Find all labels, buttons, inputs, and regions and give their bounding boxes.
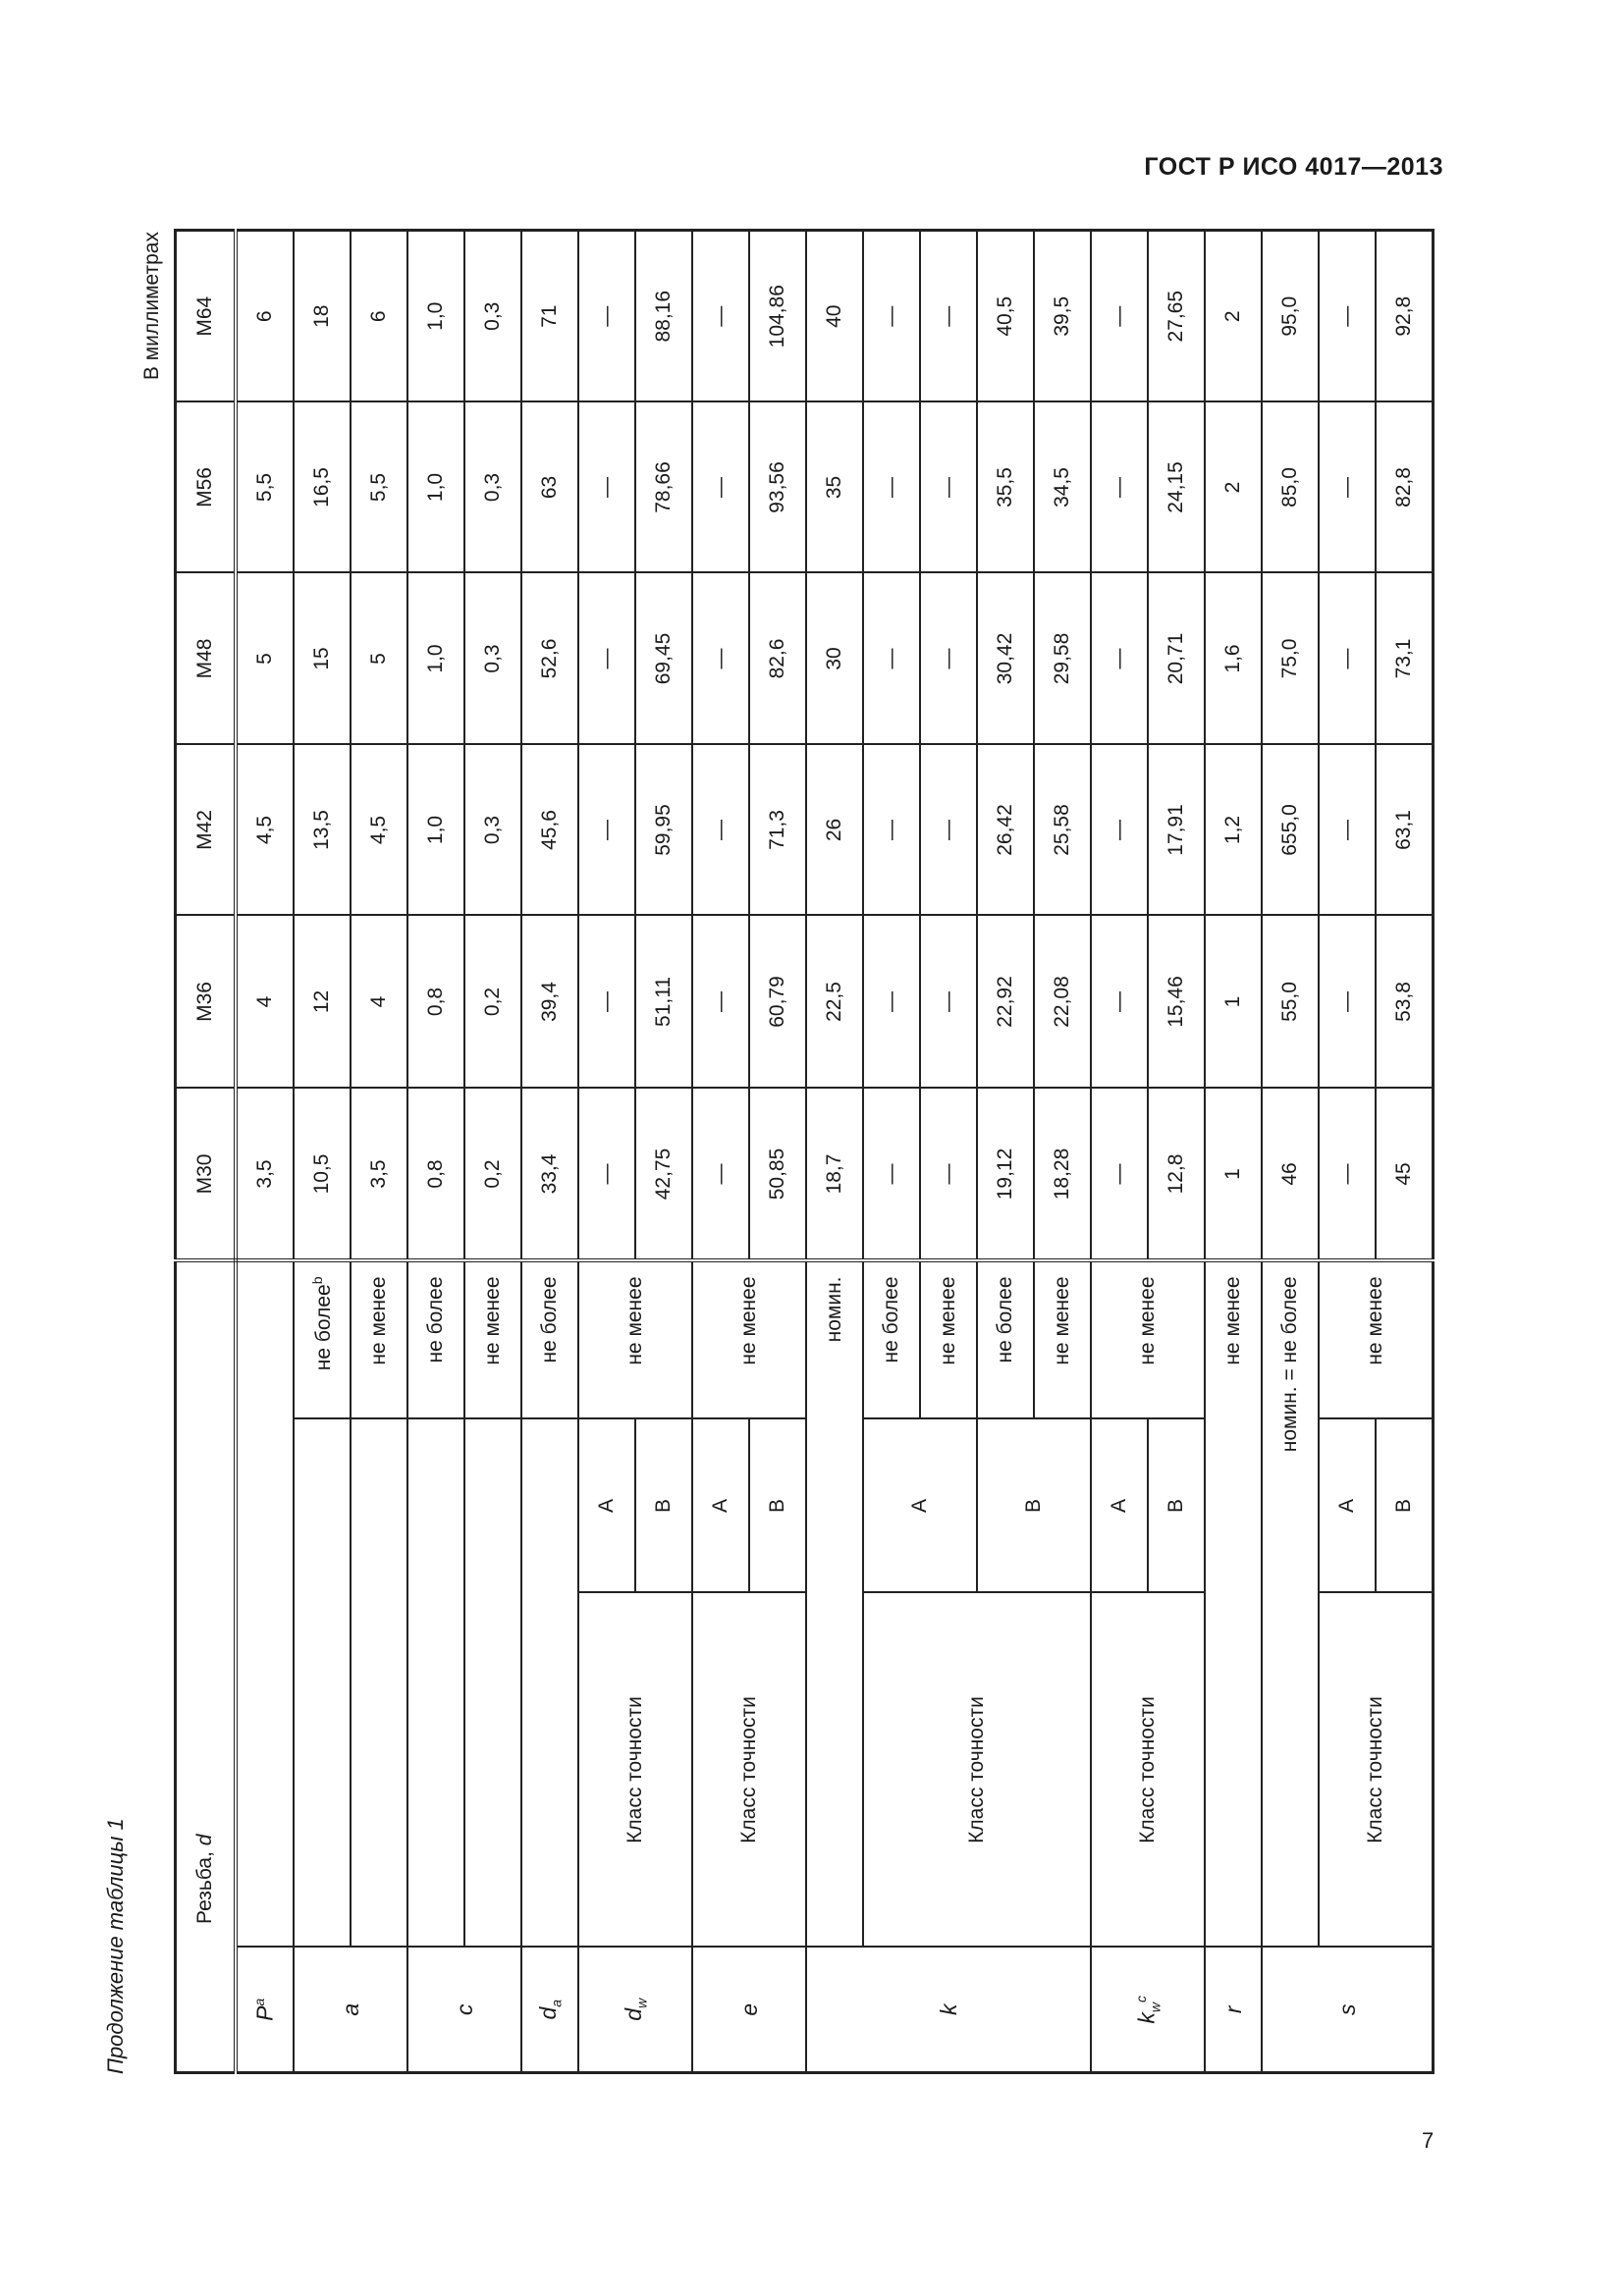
symbol-s: s	[1262, 1948, 1434, 2073]
label-part: w	[633, 1998, 650, 2008]
value-cell: 5,5	[351, 401, 407, 572]
value-cell: —	[1091, 1088, 1148, 1260]
column-header-m42: M42	[176, 744, 237, 915]
value-cell: —	[578, 572, 635, 744]
value-cell: 39,5	[1034, 230, 1091, 401]
table-row-s-nom-max	[1262, 230, 1319, 2072]
value-cell: 0,2	[464, 1088, 521, 1260]
table-row-da-max	[521, 230, 578, 2072]
value-cell: 27,65	[1148, 230, 1205, 401]
value-cell: 1,6	[1205, 572, 1262, 744]
value-cell: —	[863, 230, 920, 401]
value-cell: 60,79	[749, 915, 806, 1088]
value-cell: 50,85	[749, 1088, 806, 1260]
value-cell: 655,0	[1262, 744, 1319, 915]
value-cell: 42,75	[635, 1088, 692, 1260]
value-cell: 5	[351, 572, 407, 744]
value-cell: —	[692, 572, 749, 744]
limit-label: не менее	[578, 1260, 692, 1418]
table-row-a-max	[294, 230, 351, 2072]
value-cell: 5,5	[236, 401, 294, 572]
value-cell: 22,92	[977, 915, 1034, 1088]
value-cell: 13,5	[294, 744, 351, 915]
class-label: Класс точности	[1091, 1593, 1205, 1948]
value-cell: 35	[806, 401, 863, 572]
value-cell: 93,56	[749, 401, 806, 572]
value-cell: —	[1319, 572, 1376, 744]
value-cell: 0,3	[464, 744, 521, 915]
limit-label: не менее	[1034, 1260, 1091, 1418]
value-cell: 75,0	[1262, 572, 1319, 744]
value-cell: 6	[351, 230, 407, 401]
value-cell: 29,58	[1034, 572, 1091, 744]
label-part: w	[1147, 2002, 1164, 2013]
class-B: B	[1148, 1419, 1205, 1593]
limit-label: не менее	[692, 1260, 806, 1418]
value-cell: —	[920, 572, 977, 744]
value-cell: —	[692, 401, 749, 572]
value-cell: 85,0	[1262, 401, 1319, 572]
value-cell: 16,5	[294, 401, 351, 572]
value-cell: 15	[294, 572, 351, 744]
header-row	[176, 230, 237, 2072]
value-cell: 71	[521, 230, 578, 401]
value-cell: 5	[236, 572, 294, 744]
value-cell: 69,45	[635, 572, 692, 744]
empty-cell	[294, 1419, 351, 1948]
units-note: В миллиметрах	[140, 232, 163, 381]
value-cell: —	[863, 572, 920, 744]
limit-label: не менее	[351, 1260, 407, 1418]
value-cell: 3,5	[236, 1088, 294, 1260]
class-label: Класс точности	[692, 1593, 806, 1948]
value-cell: 30,42	[977, 572, 1034, 744]
limit-label: не менее	[1091, 1260, 1205, 1418]
class-B: B	[635, 1419, 692, 1593]
value-cell: 30	[806, 572, 863, 744]
value-cell: 24,15	[1148, 401, 1205, 572]
value-cell: —	[578, 401, 635, 572]
value-cell: —	[578, 744, 635, 915]
class-B: B	[1376, 1419, 1434, 1593]
value-cell: 1	[1205, 915, 1262, 1088]
empty-cell	[351, 1419, 407, 1948]
value-cell: —	[1319, 744, 1376, 915]
value-cell: 0,3	[464, 572, 521, 744]
table-caption: Продолжение таблицы 1	[103, 1818, 128, 2074]
symbol-k: k	[806, 1948, 1091, 2073]
value-cell: 73,1	[1376, 572, 1434, 744]
value-cell: 82,6	[749, 572, 806, 744]
value-cell: —	[1319, 401, 1376, 572]
value-cell: —	[1091, 572, 1148, 744]
value-cell: 45,6	[521, 744, 578, 915]
value-cell: 4	[351, 915, 407, 1088]
value-cell: 34,5	[1034, 401, 1091, 572]
value-cell: —	[920, 744, 977, 915]
value-cell: 0,8	[407, 915, 464, 1088]
value-cell: —	[863, 915, 920, 1088]
value-cell: 51,11	[635, 915, 692, 1088]
class-label: Класс точности	[1319, 1593, 1434, 1948]
limit-label: не более	[977, 1260, 1034, 1418]
value-cell: —	[692, 1088, 749, 1260]
value-cell: 92,8	[1376, 230, 1434, 401]
value-cell: —	[692, 230, 749, 401]
value-cell: 1,2	[1205, 744, 1262, 915]
column-header-m64: M64	[176, 230, 237, 401]
table-row-kw-A-min	[1091, 230, 1148, 2072]
value-cell: 4,5	[236, 744, 294, 915]
value-cell: —	[1091, 915, 1148, 1088]
value-cell: —	[1319, 230, 1376, 401]
column-header-m48: M48	[176, 572, 237, 744]
empty-cell	[521, 1419, 578, 1948]
value-cell: 78,66	[635, 401, 692, 572]
thread-symbol: d	[193, 1834, 216, 1846]
label-part: a	[548, 1999, 565, 2007]
table-row-r-min	[1205, 230, 1262, 2072]
class-label: Класс точности	[863, 1593, 1091, 1948]
value-cell: 0,2	[464, 915, 521, 1088]
class-A: A	[1091, 1419, 1148, 1593]
value-cell: —	[578, 1088, 635, 1260]
value-cell: 82,8	[1376, 401, 1434, 572]
value-cell: 0,8	[407, 1088, 464, 1260]
value-cell: 22,5	[806, 915, 863, 1088]
table-row-s-A-min	[1319, 230, 1376, 2072]
table-row-e-A-min	[692, 230, 749, 2072]
label-part: c	[1132, 1995, 1149, 2002]
value-cell: 1,0	[407, 401, 464, 572]
limit-label: не менее	[1205, 1260, 1262, 1947]
value-cell: 26,42	[977, 744, 1034, 915]
table-row-k-nom	[806, 230, 863, 2072]
limit-label: не более	[407, 1260, 464, 1418]
value-cell: —	[863, 744, 920, 915]
label-part: b	[308, 1276, 325, 1285]
empty-cell	[464, 1419, 521, 1948]
symbol-da	[521, 1948, 578, 2073]
table-row-dw-A-min	[578, 230, 635, 2072]
class-B: B	[977, 1419, 1091, 1593]
value-cell: 17,91	[1148, 744, 1205, 915]
value-cell: —	[863, 1088, 920, 1260]
limit-label: не менее	[464, 1260, 521, 1418]
value-cell: —	[692, 744, 749, 915]
value-cell: 63,1	[1376, 744, 1434, 915]
value-cell: 22,08	[1034, 915, 1091, 1088]
value-cell: 40	[806, 230, 863, 401]
value-cell: 15,46	[1148, 915, 1205, 1088]
value-cell: 1,0	[407, 230, 464, 401]
value-cell: —	[920, 230, 977, 401]
value-cell: 12,8	[1148, 1088, 1205, 1260]
symbol-a: a	[294, 1948, 407, 2073]
class-A: A	[1319, 1419, 1376, 1593]
class-A: A	[863, 1419, 977, 1593]
dimensions-table	[174, 229, 1435, 2074]
nominal-label: номин.	[806, 1260, 863, 1947]
symbol-r: r	[1205, 1948, 1262, 2073]
value-cell: 1,0	[407, 744, 464, 915]
value-cell: —	[1319, 915, 1376, 1088]
value-cell: 95,0	[1262, 230, 1319, 401]
limit-label	[294, 1260, 351, 1418]
value-cell: —	[1091, 744, 1148, 915]
value-cell: 1	[1205, 1088, 1262, 1260]
value-cell: 6	[236, 230, 294, 401]
symbol-dw	[578, 1948, 692, 2073]
value-cell: 45	[1376, 1088, 1434, 1260]
label-part: k	[1133, 2012, 1160, 2024]
table-row-a-min	[351, 230, 407, 2072]
limit-label: не более	[863, 1260, 920, 1418]
column-header-m36: M36	[176, 915, 237, 1088]
value-cell: 55,0	[1262, 915, 1319, 1088]
table-row-c-min	[464, 230, 521, 2072]
symbol-kw	[1091, 1948, 1205, 2073]
limit-label: не более	[521, 1260, 578, 1418]
value-cell: —	[692, 915, 749, 1088]
label-part: a	[251, 1998, 268, 2006]
thread-header	[176, 1260, 237, 2072]
value-cell: 33,4	[521, 1088, 578, 1260]
value-cell: 18,28	[1034, 1088, 1091, 1260]
value-cell: —	[578, 915, 635, 1088]
label-part: d	[535, 2006, 562, 2020]
value-cell: 71,3	[749, 744, 806, 915]
value-cell: 59,95	[635, 744, 692, 915]
thread-label: Резьба,	[193, 1845, 216, 1924]
label-part: P	[251, 2005, 278, 2021]
value-cell: 10,5	[294, 1088, 351, 1260]
value-cell: —	[920, 1088, 977, 1260]
value-cell: 12	[294, 915, 351, 1088]
value-cell: 25,58	[1034, 744, 1091, 915]
value-cell: 35,5	[977, 401, 1034, 572]
table-row-P	[236, 230, 294, 2072]
value-cell: 3,5	[351, 1088, 407, 1260]
rotated-table-frame	[103, 232, 1441, 2074]
class-label: Класс точности	[578, 1593, 692, 1948]
symbol-P	[236, 1948, 294, 2073]
value-cell: 2	[1205, 230, 1262, 401]
value-cell: 40,5	[977, 230, 1034, 401]
empty-cell	[407, 1419, 464, 1948]
page-number: 7	[1422, 2128, 1435, 2153]
value-cell: 104,86	[749, 230, 806, 401]
value-cell: 0,3	[464, 230, 521, 401]
value-cell: —	[1091, 401, 1148, 572]
value-cell: —	[920, 915, 977, 1088]
value-cell: 4,5	[351, 744, 407, 915]
value-cell: 1,0	[407, 572, 464, 744]
table-row-c-max	[407, 230, 464, 2072]
standard-designation: ГОСТ Р ИСО 4017—2013	[1144, 153, 1443, 181]
label-part: d	[621, 2007, 647, 2021]
value-cell: 63	[521, 401, 578, 572]
value-cell: 20,71	[1148, 572, 1205, 744]
value-cell: 26	[806, 744, 863, 915]
limit-label: не менее	[1319, 1260, 1434, 1418]
value-cell: —	[578, 230, 635, 401]
nominal-max-label: номин. = не более	[1262, 1260, 1319, 1947]
label-part: не более	[311, 1284, 335, 1371]
value-cell: 0,3	[464, 401, 521, 572]
value-cell: —	[920, 401, 977, 572]
value-cell: 88,16	[635, 230, 692, 401]
class-A: A	[578, 1419, 635, 1593]
value-cell: —	[863, 401, 920, 572]
value-cell: 18	[294, 230, 351, 401]
class-A: A	[692, 1419, 749, 1593]
value-cell: 52,6	[521, 572, 578, 744]
limit-label: не менее	[920, 1260, 977, 1418]
value-cell: —	[1091, 230, 1148, 401]
value-cell: 2	[1205, 401, 1262, 572]
value-cell: 4	[236, 915, 294, 1088]
table-row-k-A-max	[863, 230, 920, 2072]
column-header-m56: M56	[176, 401, 237, 572]
column-header-m30: M30	[176, 1088, 237, 1260]
symbol-e: e	[692, 1948, 806, 2073]
value-cell: 46	[1262, 1088, 1319, 1260]
empty-cell	[236, 1260, 294, 1947]
value-cell: 18,7	[806, 1088, 863, 1260]
value-cell: 53,8	[1376, 915, 1434, 1088]
value-cell: 39,4	[521, 915, 578, 1088]
symbol-c: c	[407, 1948, 521, 2073]
class-B: B	[749, 1419, 806, 1593]
value-cell: 19,12	[977, 1088, 1034, 1260]
value-cell: —	[1319, 1088, 1376, 1260]
